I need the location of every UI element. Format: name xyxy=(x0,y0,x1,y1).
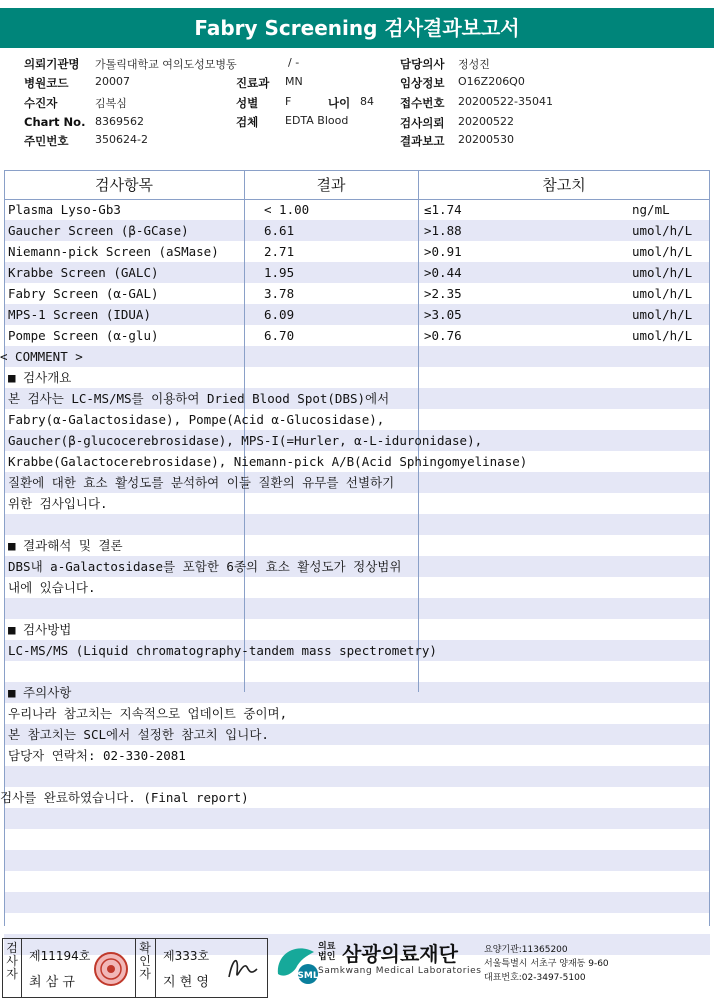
row-stripe xyxy=(4,346,710,357)
report-title: Fabry Screening 검사결과보고서 xyxy=(0,8,714,48)
signature-box xyxy=(2,938,268,998)
specimen-label: 검체 xyxy=(236,115,259,129)
report-date-label: 결과보고 xyxy=(400,134,445,148)
row-stripe xyxy=(4,861,710,872)
reference-cell: >1.88 xyxy=(424,223,462,238)
institution-value: 가톨릭대학교 여의도성모병동 xyxy=(95,58,237,71)
section-line: DBS내 a-Galactosidase를 포함한 6종의 효소 활성도가 정상범위 xyxy=(8,559,402,574)
specimen-value: EDTA Blood xyxy=(285,114,349,127)
section-line: 본 참고치는 SCL에서 설정한 참고치 입니다. xyxy=(8,727,269,742)
row-stripe xyxy=(4,661,710,672)
report-date-value: 20200530 xyxy=(458,133,514,146)
table-row xyxy=(4,283,710,304)
section-heading: ■ 검사개요 xyxy=(8,370,72,385)
table-row xyxy=(4,262,710,283)
reference-cell: >2.35 xyxy=(424,286,462,301)
row-stripe xyxy=(4,924,710,935)
reference-cell: >0.76 xyxy=(424,328,462,343)
unit-cell: ng/mL xyxy=(632,202,670,217)
reference-cell: ≤1.74 xyxy=(424,202,462,217)
row-stripe xyxy=(4,766,710,777)
result-report xyxy=(0,170,710,926)
signature-divider xyxy=(21,939,22,997)
item-cell: Plasma Lyso-Gb3 xyxy=(8,202,121,217)
row-stripe xyxy=(4,871,710,882)
row-stripe xyxy=(4,598,710,609)
org-english: Samkwang Medical Laboratories xyxy=(318,966,482,976)
row-stripe xyxy=(4,840,710,851)
examiner-label: 검사자 xyxy=(6,941,18,981)
institution-extra: / - xyxy=(288,56,300,69)
result-cell: < 1.00 xyxy=(264,202,310,217)
header-result: 결과 xyxy=(316,176,346,194)
table-row xyxy=(4,325,710,346)
unit-cell: umol/h/L xyxy=(632,307,693,322)
table-row xyxy=(4,199,710,220)
row-stripe xyxy=(4,609,710,620)
signature-divider xyxy=(135,939,136,997)
unit-cell: umol/h/L xyxy=(632,286,693,301)
result-cell: 6.61 xyxy=(264,223,295,238)
seal-icon xyxy=(93,951,129,987)
examiner-license: 제11194호 xyxy=(29,949,91,963)
item-cell: Krabbe Screen (GALC) xyxy=(8,265,159,280)
footer xyxy=(0,936,714,1003)
chart-no-value: 8369562 xyxy=(95,115,144,128)
row-stripe xyxy=(4,619,710,630)
section-heading: ■ 결과해석 및 결론 xyxy=(8,538,123,553)
org-phone: 대표번호:02-3497-5100 xyxy=(484,973,586,983)
section-line: Krabbe(Galactocerebrosidase), Niemann-pick A/B(Acid Sphingomyelinase) xyxy=(8,454,528,469)
row-stripe xyxy=(4,367,710,378)
item-cell: MPS-1 Screen (IDUA) xyxy=(8,307,151,322)
result-cell: 3.78 xyxy=(264,286,295,301)
clinical-info-value: O16Z206Q0 xyxy=(458,75,525,88)
receipt-no-label: 접수번호 xyxy=(400,96,445,110)
collector-label: 수진자 xyxy=(24,96,58,110)
sml-logo-icon xyxy=(272,940,320,984)
unit-cell: umol/h/L xyxy=(632,223,693,238)
institution-label: 의뢰기관명 xyxy=(24,57,80,71)
doctor-label: 담당의사 xyxy=(400,57,445,71)
item-cell: Pompe Screen (α-glu) xyxy=(8,328,159,343)
row-stripe xyxy=(4,378,710,389)
section-heading: ■ 검사방법 xyxy=(8,622,72,637)
header-reference: 참고치 xyxy=(542,176,586,194)
section-line: Gaucher(β-glucocerebrosidase), MPS-I(=Hurler, α-L-iduronidase), xyxy=(8,433,483,448)
request-date-value: 20200522 xyxy=(458,115,514,128)
row-stripe xyxy=(4,892,710,903)
clinical-info-label: 임상정보 xyxy=(400,76,445,90)
row-stripe xyxy=(4,514,710,525)
examiner-name: 최 삼 규 xyxy=(29,975,75,990)
unit-cell: umol/h/L xyxy=(632,244,693,259)
section-heading: ■ 주의사항 xyxy=(8,685,72,700)
doctor-value: 정성진 xyxy=(458,58,490,71)
row-stripe xyxy=(4,525,710,536)
chart-no-label: Chart No. xyxy=(24,115,86,129)
section-line: LC-MS/MS (Liquid chromatography-tandem mass spectrometry) xyxy=(8,643,437,658)
row-stripe xyxy=(4,819,710,830)
row-stripe xyxy=(4,630,710,641)
hospital-code-label: 병원코드 xyxy=(24,76,69,90)
org-address: 서울특별시 서초구 양재동 9-60 xyxy=(484,959,609,969)
department-label: 진료과 xyxy=(236,76,270,90)
collector-value: 김복심 xyxy=(95,97,127,110)
row-stripe xyxy=(4,577,710,588)
row-stripe xyxy=(4,913,710,924)
approver-label: 확인자 xyxy=(139,941,151,981)
logo-text: SML xyxy=(297,971,319,981)
row-stripe xyxy=(4,672,710,683)
row-stripe xyxy=(4,693,710,704)
row-stripe xyxy=(4,882,710,893)
unit-cell: umol/h/L xyxy=(632,265,693,280)
row-stripe xyxy=(4,588,710,599)
result-cell: 6.09 xyxy=(264,307,295,322)
section-line: Fabry(α-Galactosidase), Pompe(Acid α-Glucosidase), xyxy=(8,412,385,427)
row-stripe xyxy=(4,829,710,840)
table-row xyxy=(4,241,710,262)
hospital-code-value: 20007 xyxy=(95,75,130,88)
request-date-label: 검사의뢰 xyxy=(400,116,445,130)
reference-cell: >0.44 xyxy=(424,265,462,280)
final-report-text: 검사를 완료하였습니다. (Final report) xyxy=(0,790,249,805)
section-line: 질환에 대한 효소 활성도를 분석하여 이들 질환의 유무를 선별하기 xyxy=(8,475,395,490)
reference-cell: >0.91 xyxy=(424,244,462,259)
row-stripe xyxy=(4,903,710,914)
result-cell: 1.95 xyxy=(264,265,295,280)
reference-cell: >3.05 xyxy=(424,307,462,322)
age-label: 나이 xyxy=(328,96,351,110)
approver-name: 지 현 영 xyxy=(163,975,209,990)
row-stripe xyxy=(4,777,710,788)
item-cell: Gaucher Screen (β-GCase) xyxy=(8,223,189,238)
result-cell: 6.70 xyxy=(264,328,295,343)
row-stripe xyxy=(4,808,710,819)
comment-label: < COMMENT > xyxy=(0,349,83,364)
unit-cell: umol/h/L xyxy=(632,328,693,343)
result-cell: 2.71 xyxy=(264,244,295,259)
org-prefix: 의료법인 xyxy=(318,942,336,962)
item-cell: Niemann-pick Screen (aSMase) xyxy=(8,244,219,259)
header-item: 검사항목 xyxy=(95,176,153,194)
department-value: MN xyxy=(285,75,303,88)
resident-no-value: 350624-2 xyxy=(95,133,148,146)
row-stripe xyxy=(4,493,710,504)
row-stripe xyxy=(4,504,710,515)
signature-divider xyxy=(155,939,156,997)
section-line: 내에 있습니다. xyxy=(8,580,96,595)
section-line: 우리나라 참고치는 지속적으로 업데이트 중이며, xyxy=(8,706,288,721)
signature-icon xyxy=(225,951,261,985)
patient-info xyxy=(0,50,714,168)
receipt-no-value: 20200522-35041 xyxy=(458,95,553,108)
table-header xyxy=(4,170,710,200)
org-name: 삼광의료재단 xyxy=(342,942,458,966)
org-code: 요양기관:11365200 xyxy=(484,945,568,955)
section-line: 본 검사는 LC-MS/MS를 이용하여 Dried Blood Spot(DBS)에서 xyxy=(8,391,390,406)
section-line: 위한 검사입니다. xyxy=(8,496,108,511)
section-line: 담당자 연락처: 02-330-2081 xyxy=(8,748,186,763)
sex-value: F xyxy=(285,95,292,108)
sex-label: 성별 xyxy=(236,96,259,110)
approver-license: 제333호 xyxy=(163,949,210,963)
row-stripe xyxy=(4,682,710,693)
item-cell: Fabry Screen (α-GAL) xyxy=(8,286,159,301)
table-row xyxy=(4,304,710,325)
row-stripe xyxy=(4,357,710,368)
resident-no-label: 주민번호 xyxy=(24,134,69,148)
age-value: 84 xyxy=(360,95,374,108)
table-row xyxy=(4,220,710,241)
row-stripe xyxy=(4,850,710,861)
